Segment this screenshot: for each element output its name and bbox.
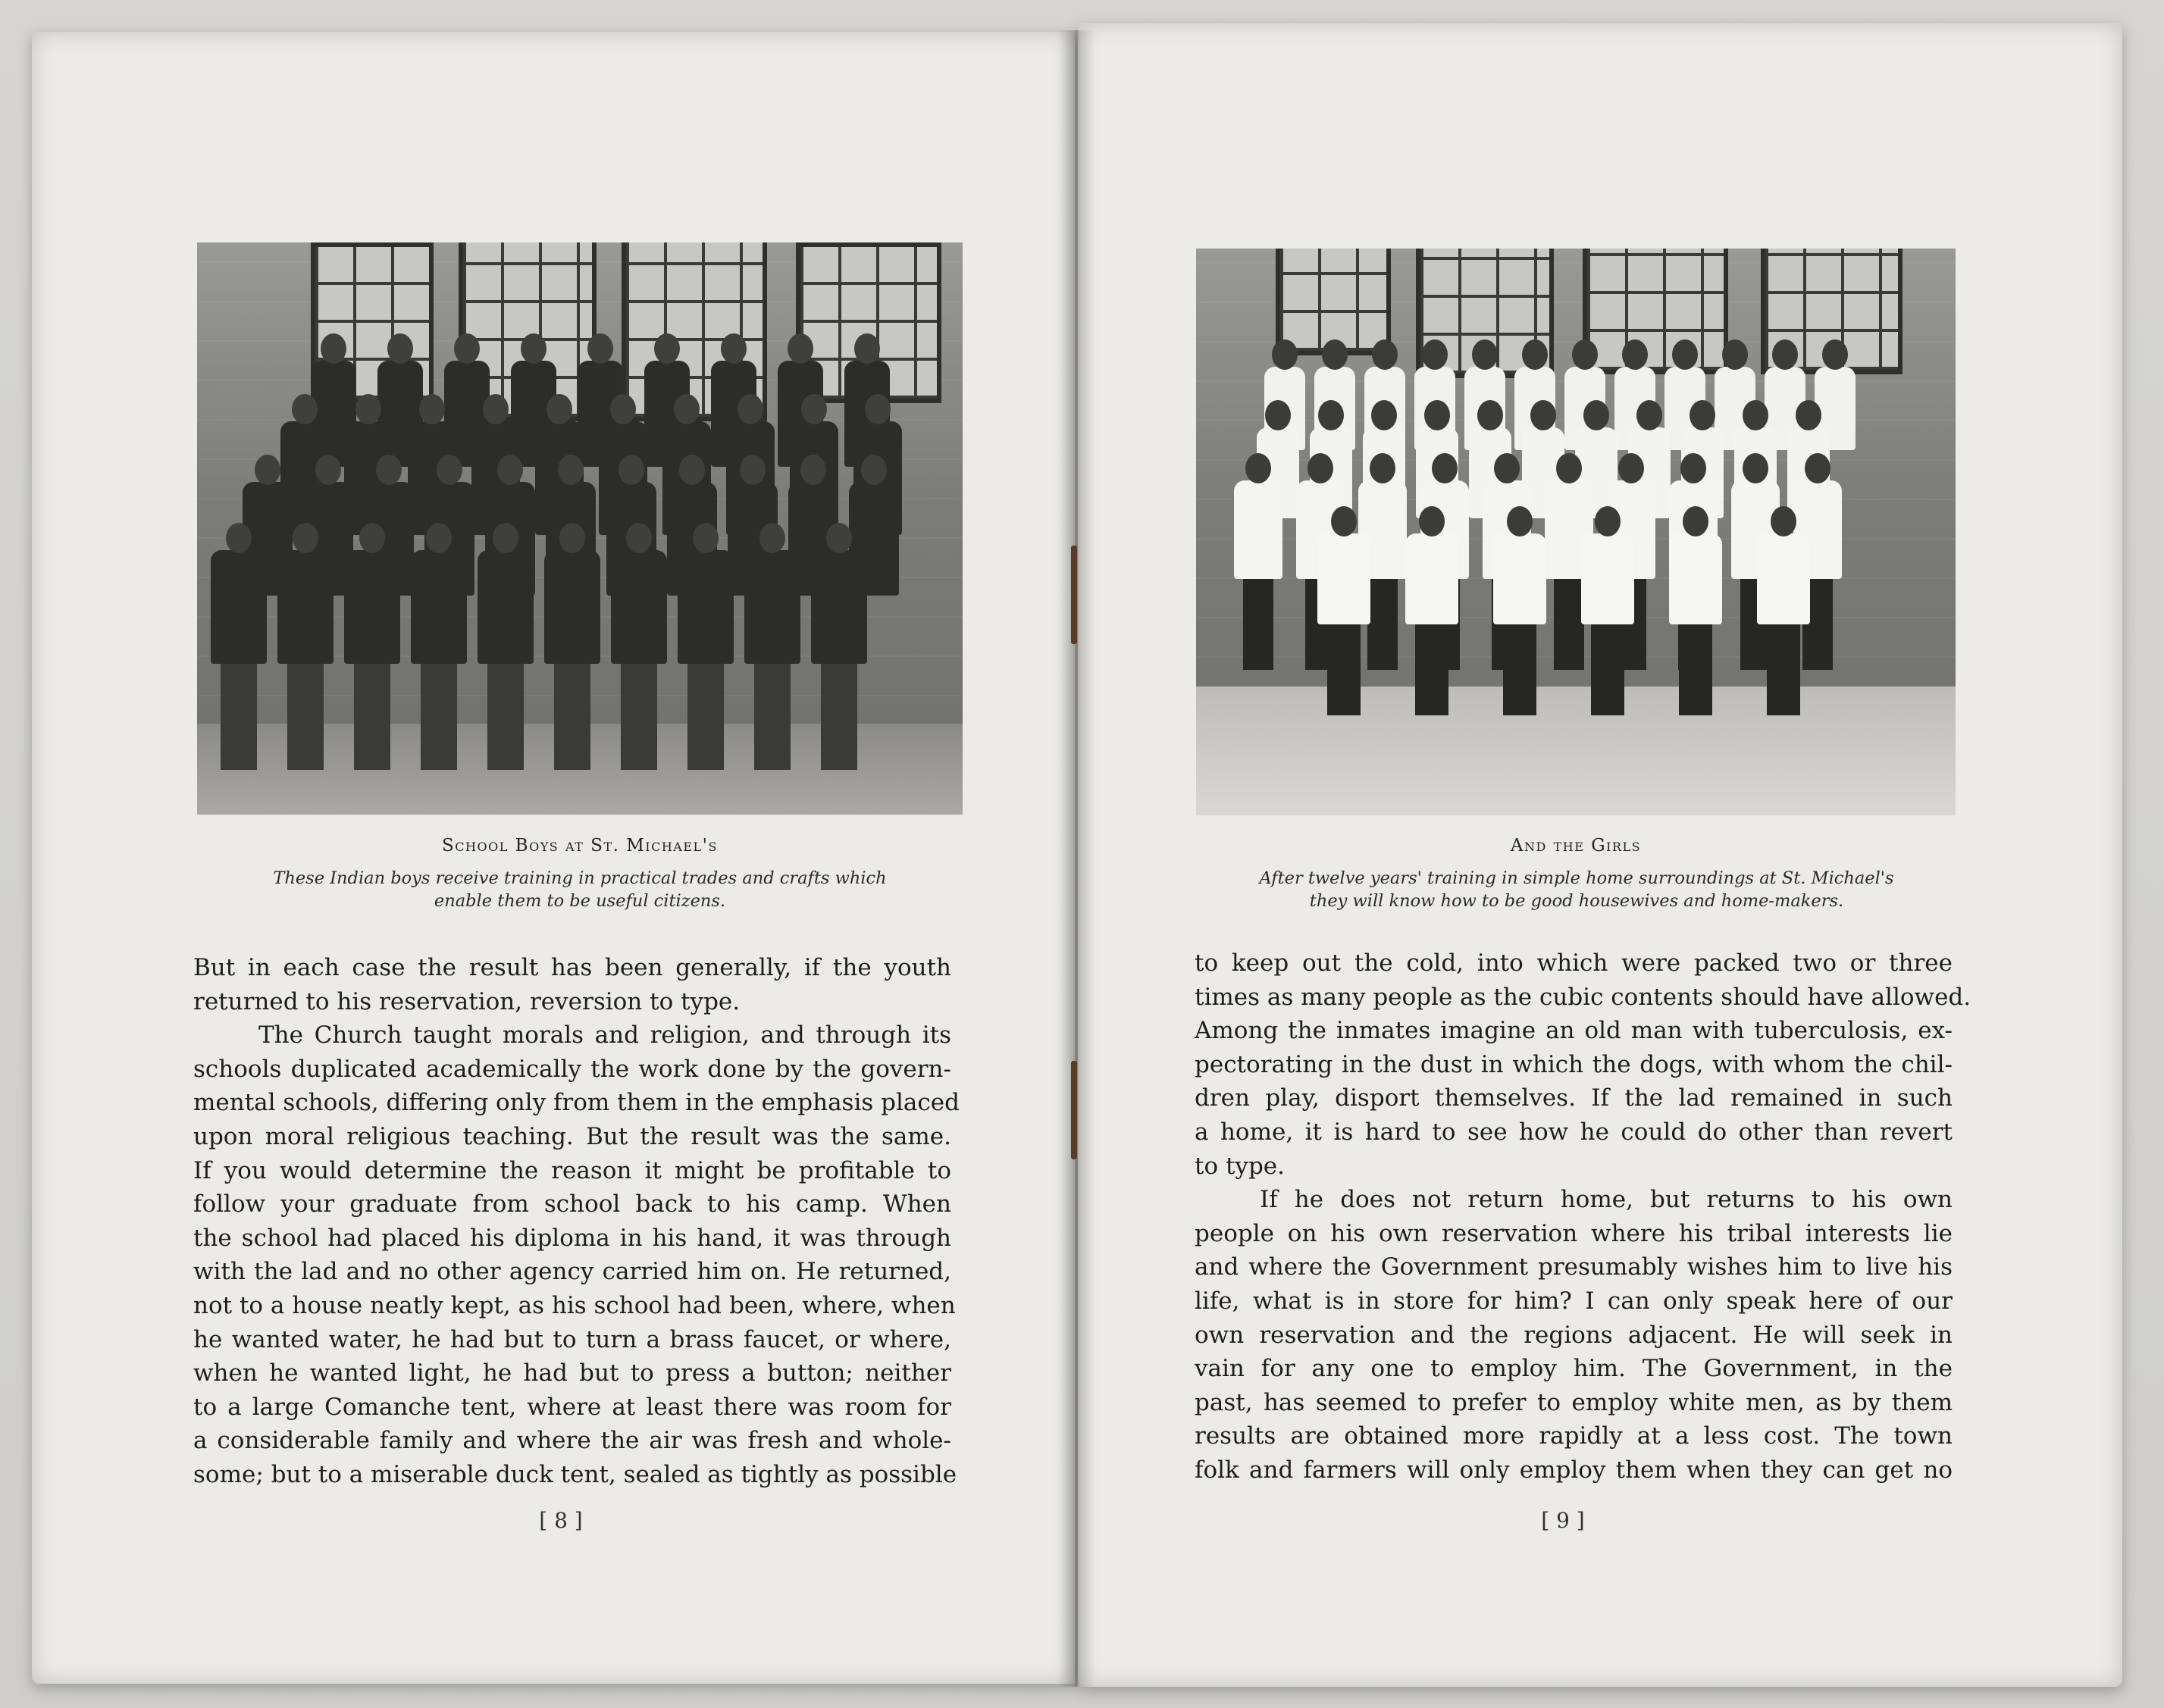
text-line: returned to his reservation, reversion to type. — [193, 987, 741, 1015]
text-line: he wanted water, he had but to turn a brass faucet, or where, — [193, 1325, 951, 1353]
text-line: If you would determine the reason it might be profitable to — [193, 1156, 951, 1184]
page-number-left: [ 8 ] — [539, 1508, 583, 1533]
text-line: The Church taught morals and religion, and through its — [258, 1021, 951, 1050]
school-boys-photo — [197, 242, 963, 815]
text-line: Among the inmates imagine an old man with tuberculosis, ex- — [1195, 1017, 1953, 1045]
text-line: dren play, disport themselves. If the lad remained in such — [1195, 1084, 1953, 1112]
caption-line: enable them to be useful citizens. — [434, 891, 726, 911]
girls-photo — [1196, 249, 1956, 815]
caption-title-right: And the Girls — [1510, 836, 1642, 856]
text-line: folk and farmers will only employ them when they can get no — [1195, 1456, 1953, 1484]
body-text-left — [193, 951, 960, 1492]
caption-sub-right — [1182, 867, 1971, 912]
text-line: If he does not return home, but returns to his own — [1260, 1186, 1953, 1214]
text-line: and where the Government presumably wishes him to live his — [1195, 1253, 1953, 1281]
caption-line: After twelve years' training in simple home surroundings at St. Michael's — [1259, 868, 1894, 888]
text-line: results are obtained more rapidly at a less cost. The town — [1195, 1422, 1953, 1450]
text-line: life, what is in store for him? I can only speak here of our — [1195, 1287, 1953, 1315]
caption-title-left: School Boys at St. Michael's — [442, 836, 718, 856]
text-line: when he wanted light, he had but to press a button; neither — [193, 1359, 951, 1387]
text-line: upon moral religious teaching. But the result was the same. — [193, 1122, 951, 1150]
text-line: mental schools, differing only from them in the emphasis placed — [193, 1089, 960, 1117]
text-line: own reservation and the regions adjacent. He will seek in — [1195, 1321, 1953, 1349]
staple-top — [1071, 546, 1077, 644]
caption-line: These Indian boys receive training in practical trades and crafts which — [273, 868, 887, 888]
body-text-right — [1195, 946, 1971, 1487]
staple-bottom — [1071, 1061, 1077, 1159]
caption-line: they will know how to be good housewives and home-makers. — [1309, 891, 1844, 911]
text-line: vain for any one to employ him. The Government, in the — [1195, 1355, 1953, 1383]
text-line: the school had placed his diploma in his hand, it was through — [193, 1224, 951, 1252]
text-line: a considerable family and where the air was fresh and whole- — [193, 1427, 951, 1455]
page-number-right: [ 9 ] — [1541, 1508, 1585, 1533]
text-line: to keep out the cold, into which were packed two or three — [1195, 949, 1953, 977]
text-line: to a large Comanche tent, where at least there was room for — [193, 1393, 951, 1421]
text-line: schools duplicated academically the work done by the govern- — [193, 1055, 951, 1083]
caption-sub-left — [182, 867, 978, 912]
text-line: not to a house neatly kept, as his school had been, where, when — [193, 1291, 956, 1319]
text-line: people on his own reservation where his tribal interests lie — [1195, 1219, 1953, 1247]
text-line: But in each case the result has been generally, if the youth — [193, 954, 951, 981]
text-line: to type. — [1195, 1152, 1285, 1180]
text-line: a home, it is hard to see how he could do other than revert — [1195, 1118, 1953, 1146]
text-line: times as many people as the cubic contents should have allowed. — [1195, 983, 1971, 1011]
text-line: follow your graduate from school back to his camp. When — [193, 1190, 951, 1218]
text-line: pectorating in the dust in which the dogs, with whom the chil- — [1195, 1050, 1953, 1078]
text-line: some; but to a miserable duck tent, sealed as tightly as possible — [193, 1460, 957, 1488]
text-line: past, has seemed to prefer to employ white men, as by them — [1195, 1388, 1953, 1416]
book-gutter — [1057, 30, 1095, 1687]
text-line: with the lad and no other agency carried him on. He returned, — [193, 1258, 951, 1286]
